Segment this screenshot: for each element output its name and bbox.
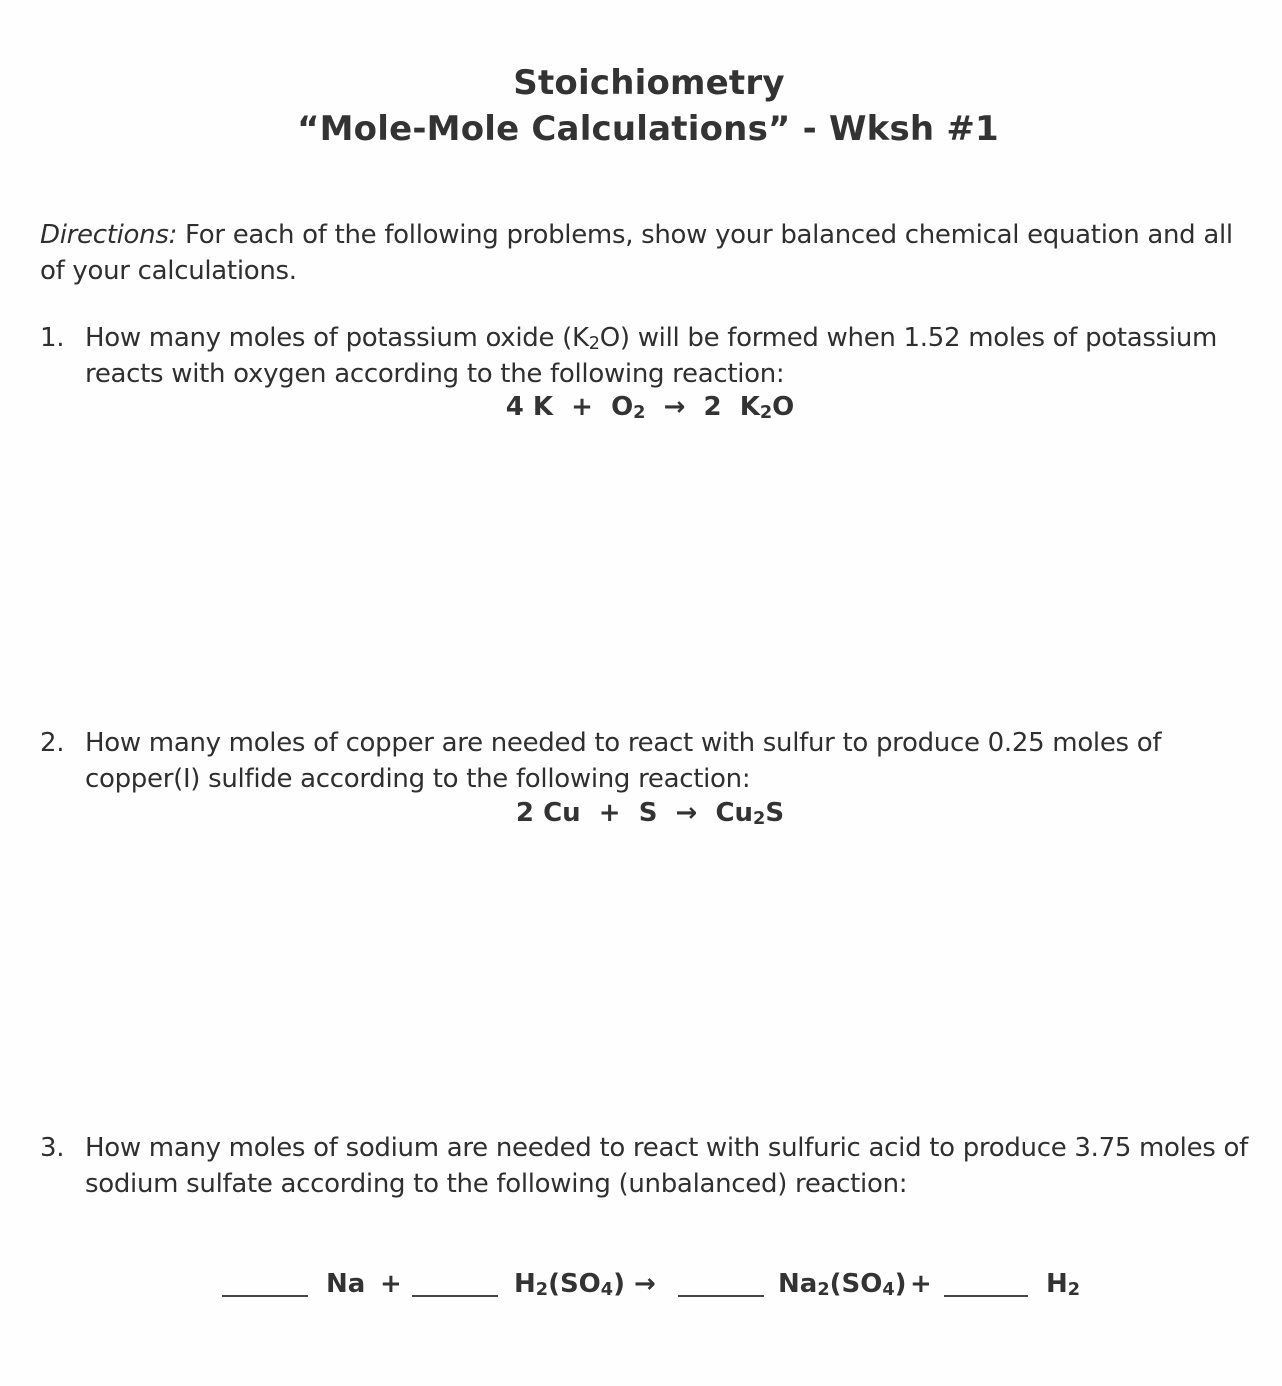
question-number: 3.: [40, 1133, 65, 1163]
question-2: [40, 725, 1250, 797]
question-1: [40, 320, 1250, 392]
question-text: How many moles of sodium are needed to react with sulfuric acid to produce 3.75 moles of sodium sulfate according to the following (unbalanced) reaction:: [85, 1133, 1248, 1199]
equation-1: [0, 390, 1282, 424]
worksheet-title: [0, 60, 1282, 152]
product: $K_2O$: [739, 392, 795, 424]
coefficient: 4: [505, 392, 524, 422]
product: $Cu_2S$: [715, 798, 785, 830]
question-3: [40, 1130, 1250, 1202]
reactant: Cu: [543, 798, 581, 828]
reaction-arrow-icon: →: [663, 392, 686, 422]
coefficient: 2: [515, 798, 535, 828]
coefficient-blank[interactable]: [412, 1295, 498, 1297]
coefficient-blank[interactable]: [944, 1295, 1028, 1297]
coefficient-blank[interactable]: [222, 1295, 308, 1297]
question-text: How many moles of potassium oxide $(K_2O)$ will be formed when 1.52 moles of potassium reacts with oxygen according to the following reaction:: [85, 323, 1218, 389]
plus-sign: +: [380, 1269, 402, 1299]
directions-label: Directions:: [40, 220, 178, 250]
coefficient-blank[interactable]: [678, 1295, 764, 1297]
plus-sign: +: [571, 392, 593, 422]
product: $H_2$: [1046, 1269, 1081, 1301]
plus-sign: +: [910, 1269, 932, 1299]
reaction-arrow-icon: →: [675, 798, 698, 828]
product: $Na_2(SO_4)$: [778, 1269, 907, 1301]
question-number: 1.: [40, 323, 65, 353]
reactant: $O_2$: [611, 392, 646, 424]
reactant: Na: [326, 1269, 366, 1299]
question-text: How many moles of copper are needed to react with sulfur to produce 0.25 moles of copper(I) sulfide according to the following reaction:: [85, 728, 1162, 794]
title-line-2: “Mole-Mole Calculations” - Wksh #1: [297, 109, 999, 149]
coefficient: 2: [703, 392, 722, 422]
directions: [40, 217, 1240, 289]
question-number: 2.: [40, 728, 65, 758]
directions-text: For each of the following problems, show your balanced chemical equation and all of your calculations.: [40, 220, 1233, 286]
title-line-1: Stoichiometry: [513, 63, 785, 103]
reactant: K: [532, 392, 554, 422]
plus-sign: +: [598, 798, 621, 828]
equation-2: [0, 796, 1282, 830]
reaction-arrow-icon: →: [634, 1269, 656, 1299]
reactant: S: [638, 798, 658, 828]
reactant: $H_2(SO_4)$: [514, 1269, 625, 1301]
